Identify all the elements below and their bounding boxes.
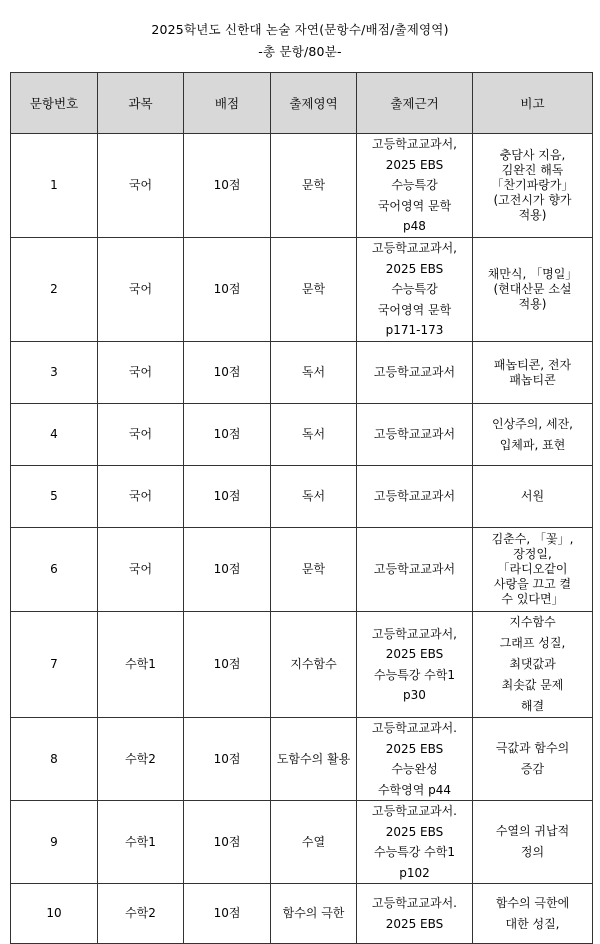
question-number-cell: [11, 718, 98, 801]
note-cell-text: 채만식, 「명일」 (현대산문 소설 적용): [487, 267, 578, 311]
score-cell-text: 10점: [213, 751, 241, 766]
question-number-cell-text: 2: [50, 282, 58, 296]
note-cell-text: 충담사 지음, 김완진 해독 「찬기파랑가」 (고전시가 향가 적용): [491, 148, 574, 222]
table-row: [11, 528, 593, 612]
area-cell: [271, 884, 357, 944]
subject-cell-text: 수학2: [125, 751, 156, 766]
note-cell-text: 함수의 극한에 대한 성질,: [495, 895, 570, 931]
score-cell-text: 10점: [213, 365, 241, 379]
question-number-cell: [11, 528, 98, 612]
area-cell-text: 수열: [301, 834, 326, 849]
subject-cell: [98, 528, 184, 612]
score-cell: [184, 528, 271, 612]
question-number-cell-text: 10: [46, 906, 62, 920]
note-cell: [473, 801, 593, 884]
note-cell: [473, 528, 593, 612]
subject-cell-text: 수학2: [125, 906, 156, 920]
note-cell: [473, 342, 593, 404]
area-cell: [271, 238, 357, 342]
score-cell: [184, 466, 271, 528]
note-cell: [473, 718, 593, 801]
subject-cell-text: 국어: [128, 365, 153, 379]
basis-cell-text: 고등학교교과서: [373, 365, 456, 380]
area-cell: [271, 801, 357, 884]
note-cell: [473, 134, 593, 238]
subject-cell-text: 수학1: [125, 834, 156, 849]
area-cell-text: 독서: [301, 489, 326, 503]
question-number-cell: [11, 238, 98, 342]
basis-cell-text: 고등학교교과서, 2025 EBS 수능특강 수학1 p30: [372, 626, 457, 702]
subject-cell-text: 국어: [128, 178, 153, 192]
area-cell-text: 독서: [301, 427, 326, 441]
subject-cell: [98, 466, 184, 528]
subject-cell-text: 국어: [128, 562, 153, 576]
question-number-cell: [11, 342, 98, 404]
question-number-cell-text: 6: [50, 562, 58, 576]
basis-cell-text: 고등학교교과서: [373, 562, 456, 577]
score-cell-text: 10점: [213, 282, 241, 296]
question-number-cell-text: 8: [50, 751, 58, 766]
subject-cell-text: 수학1: [125, 657, 156, 671]
table-body: [11, 134, 593, 944]
basis-cell: [357, 404, 473, 466]
question-number-cell-text: 1: [50, 178, 58, 192]
document-subtitle: -총 문항/80분-: [258, 44, 342, 59]
question-number-cell-text: 7: [50, 657, 58, 671]
question-number-cell-text: 9: [50, 834, 58, 849]
question-number-cell-text: 5: [50, 489, 58, 503]
note-cell: [473, 238, 593, 342]
area-cell-text: 지수함수: [290, 657, 337, 671]
area-cell-text: 독서: [301, 365, 326, 379]
basis-cell: [357, 884, 473, 944]
note-cell-text: 인상주의, 세잔, 입체파, 표현: [492, 416, 573, 452]
question-number-cell-text: 3: [50, 365, 58, 379]
area-cell-text: 문학: [301, 178, 326, 192]
score-cell: [184, 718, 271, 801]
exam-table-container: [10, 72, 592, 931]
note-cell: [473, 612, 593, 718]
basis-cell: [357, 238, 473, 342]
subject-cell: [98, 134, 184, 238]
subject-cell: [98, 612, 184, 718]
subject-cell: [98, 884, 184, 944]
score-cell: [184, 612, 271, 718]
table-row: [11, 342, 593, 404]
area-cell: [271, 466, 357, 528]
subject-cell: [98, 801, 184, 884]
area-cell-text: 문학: [301, 282, 326, 296]
table-row: [11, 134, 593, 238]
table-row: [11, 466, 593, 528]
table-row: [11, 884, 593, 944]
basis-cell-text: 고등학교교과서. 2025 EBS: [372, 896, 457, 931]
score-cell: [184, 884, 271, 944]
question-number-cell: [11, 466, 98, 528]
note-cell: [473, 884, 593, 944]
document-title: 2025학년도 신한대 논술 자연(문항수/배점/출제영역): [151, 22, 449, 37]
score-cell-text: 10점: [213, 657, 241, 671]
table-row: [11, 238, 593, 342]
basis-cell: [357, 528, 473, 612]
area-cell: [271, 342, 357, 404]
score-cell-text: 10점: [213, 906, 241, 920]
question-number-cell: [11, 134, 98, 238]
question-number-cell: [11, 801, 98, 884]
subject-cell-text: 국어: [128, 282, 153, 296]
note-cell-text: 서원: [520, 489, 545, 503]
subject-cell: [98, 718, 184, 801]
basis-cell-text: 고등학교교과서. 2025 EBS 수능특강 수학1 p102: [372, 804, 457, 880]
subject-cell-text: 국어: [128, 489, 153, 503]
note-cell-text: 김춘수, 「꽃」, 장정일, 「라디오같이 사랑을 끄고 켤 수 있다면」: [491, 532, 574, 606]
score-cell-text: 10점: [213, 489, 241, 503]
area-cell: [271, 718, 357, 801]
basis-cell-text: 고등학교교과서, 2025 EBS 수능특강 국어영역 문학 p48: [372, 137, 457, 234]
subject-cell-text: 국어: [128, 427, 153, 441]
note-cell-text: 패놉티콘, 전자 패놉티콘: [493, 357, 572, 387]
table-row: [11, 404, 593, 466]
question-number-cell: [11, 884, 98, 944]
score-cell: [184, 238, 271, 342]
basis-cell: [357, 342, 473, 404]
header-basis: 출제근거: [357, 73, 473, 134]
basis-cell: [357, 612, 473, 718]
note-cell: [473, 404, 593, 466]
score-cell-text: 10점: [213, 834, 241, 849]
table-row: [11, 612, 593, 718]
header-note: 비고: [473, 73, 593, 134]
score-cell: [184, 342, 271, 404]
basis-cell-text: 고등학교교과서. 2025 EBS 수능완성 수학영역 p44: [372, 721, 457, 797]
note-cell: [473, 466, 593, 528]
area-cell-text: 문학: [301, 562, 326, 576]
area-cell: [271, 612, 357, 718]
subject-cell: [98, 342, 184, 404]
score-cell: [184, 404, 271, 466]
header-score: 배점: [184, 73, 271, 134]
basis-cell: [357, 134, 473, 238]
score-cell: [184, 801, 271, 884]
subject-cell: [98, 404, 184, 466]
score-cell-text: 10점: [213, 178, 241, 192]
exam-table: [10, 72, 593, 944]
basis-cell: [357, 801, 473, 884]
table-row: [11, 718, 593, 801]
basis-cell-text: 고등학교교과서: [373, 427, 456, 442]
score-cell-text: 10점: [213, 427, 241, 441]
subject-cell: [98, 238, 184, 342]
area-cell-text: 도함수의 활용: [276, 751, 351, 766]
note-cell-text: 수열의 귀납적 정의: [495, 824, 570, 859]
header-area: 출제영역: [271, 73, 357, 134]
area-cell: [271, 528, 357, 612]
header-question-number: 문항번호: [11, 73, 98, 134]
header-subject: 과목: [98, 73, 184, 134]
score-cell-text: 10점: [213, 562, 241, 576]
score-cell: [184, 134, 271, 238]
area-cell: [271, 134, 357, 238]
table-row: [11, 801, 593, 884]
basis-cell-text: 고등학교교과서, 2025 EBS 수능특강 국어영역 문학 p171-173: [372, 241, 457, 338]
header-row: [11, 73, 593, 134]
note-cell-text: 극값과 함수의 증감: [495, 741, 570, 776]
question-number-cell-text: 4: [50, 427, 58, 441]
area-cell: [271, 404, 357, 466]
note-cell-text: 지수함수 그래프 성질, 최댓값과 최솟값 문제 해결: [499, 615, 566, 713]
basis-cell: [357, 466, 473, 528]
question-number-cell: [11, 612, 98, 718]
area-cell-text: 함수의 극한: [282, 906, 345, 920]
table-header: [11, 73, 593, 134]
basis-cell-text: 고등학교교과서: [373, 489, 456, 504]
question-number-cell: [11, 404, 98, 466]
basis-cell: [357, 718, 473, 801]
